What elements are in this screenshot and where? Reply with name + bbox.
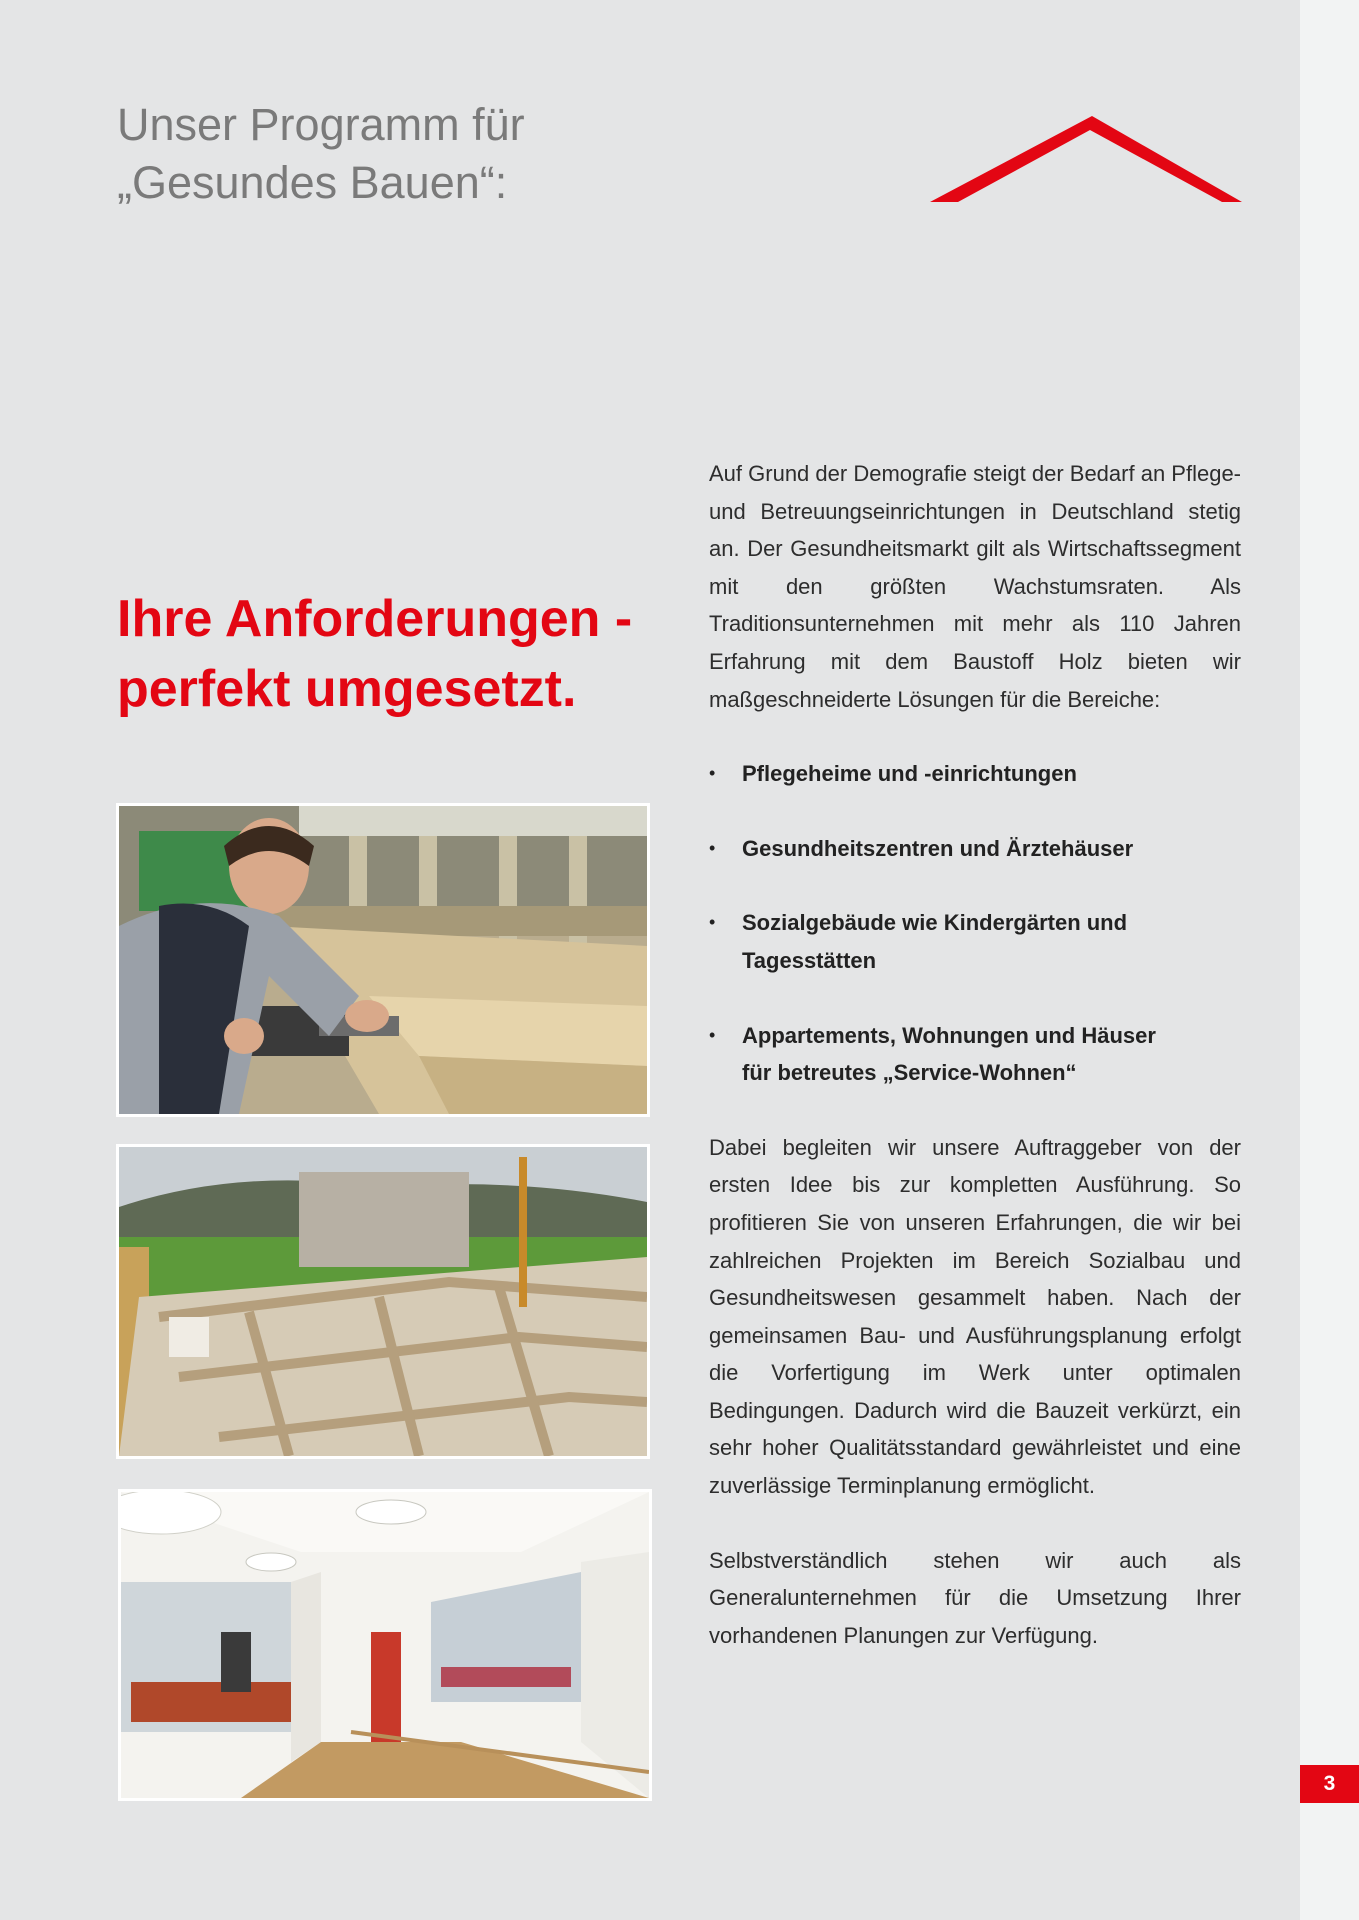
list-item: • Sozialgebäude wie Kindergärten und Tagesstätten [709, 904, 1241, 979]
headline [117, 584, 677, 724]
body-text [709, 455, 1241, 1654]
page-margin-strip [1300, 0, 1359, 1920]
page-title [117, 96, 817, 212]
page-title-line-1: Unser Programm für [117, 99, 525, 150]
list-item: • Gesundheitszentren und Ärztehäuser [709, 830, 1241, 868]
headline-line-1: Ihre Anforderungen - [117, 590, 633, 648]
list-item: • Pflegeheime und -einrichtungen [709, 755, 1241, 793]
photo-workshop-carpenter [116, 803, 650, 1117]
general-contractor-paragraph: Selbstverständlich stehen wir auch als Generalunternehmen für die Umsetzung Ihrer vorhandenen Planungen zur Verfügung. [709, 1547, 1241, 1648]
intro-paragraph: Auf Grund der Demografie steigt der Bedarf an Pflege- und Betreuungseinrichtungen in Deutschland stetig an. Der Gesundheitsmarkt gilt als Wirtschaftssegment mit den größten Wachstumsraten. Als Traditionsunternehmen mit mehr als 110 Jahren Erfahrung mit dem Baustoff Holz bieten wir maßgeschneiderte Lösungen für die Bereiche: [709, 461, 1241, 712]
process-paragraph: Dabei begleiten wir unsere Auftraggeber von der ersten Idee bis zur kompletten Ausführung. So profitieren Sie von unseren Erfahrungen, die wir bei zahlreichen Projekten im Bereich Sozialbau und Gesundheitswesen gesammelt haben. Nach der gemeinsamen Bau- und Ausführungsplanung erfolgt die Vorfertigung im Werk unter optimalen Bedingungen. Dadurch wird die Bauzeit verkürzt, ein sehr hoher Qualitätsstandard gewährleistet und eine zuverlässige Terminplanung ermöglicht. [709, 1134, 1241, 1499]
photo-interior-corridor [118, 1489, 652, 1801]
photo-construction-site [116, 1144, 650, 1459]
page-title-line-2: „Gesundes Bauen“: [117, 157, 508, 208]
list-item: • Appartements, Wohnungen und Häuser für betreutes „Service-Wohnen“ [709, 1017, 1241, 1092]
sector-list [709, 755, 1241, 1092]
headline-line-2: perfekt umgesetzt. [117, 660, 577, 718]
page-number: 3 [1300, 1765, 1359, 1803]
roof-logo-icon [930, 116, 1242, 202]
